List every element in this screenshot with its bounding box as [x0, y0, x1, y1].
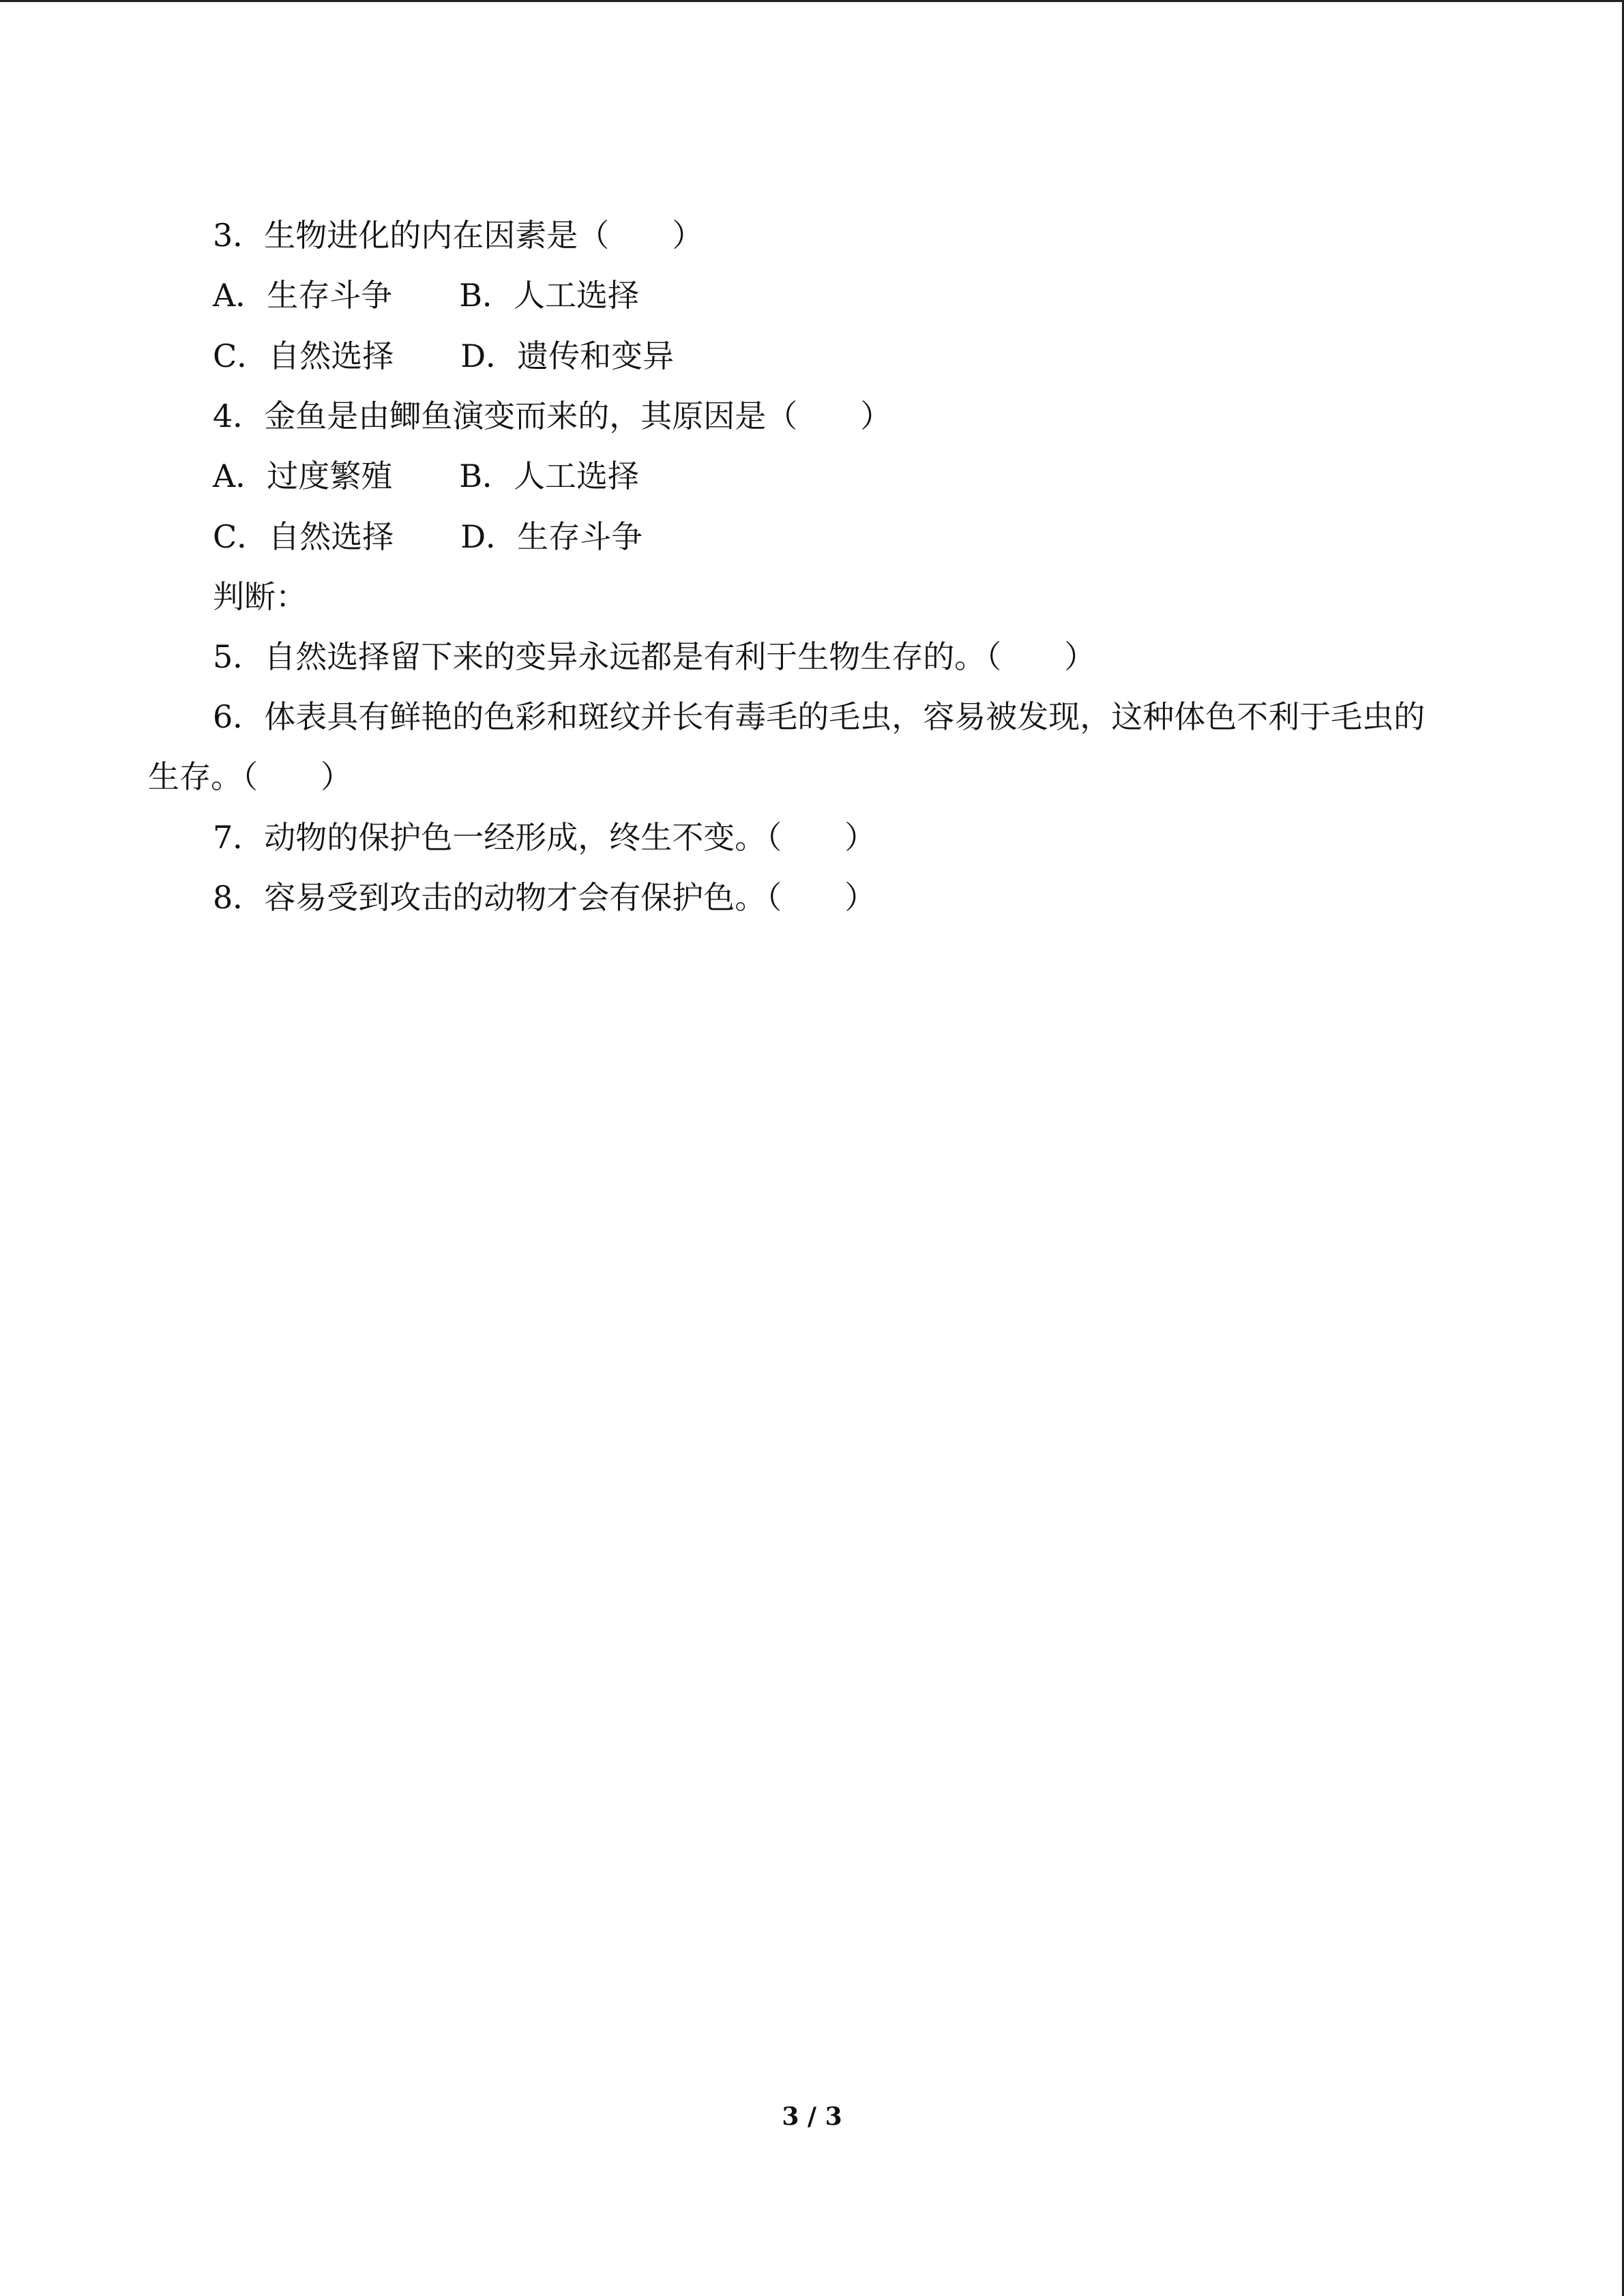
- question-4-stem: 4．金鱼是由鲫鱼演变而来的，其原因是（ ）: [213, 398, 892, 434]
- question-4-options-row1: [213, 456, 639, 496]
- page-number: 3 / 3: [782, 2102, 842, 2131]
- question-6-line2: 生存。（ ）: [148, 758, 352, 795]
- question-3-options-row2: [213, 336, 674, 376]
- question-3-stem: 3．生物进化的内在因素是（ ）: [213, 217, 704, 254]
- judge-section-heading: 判断：: [213, 578, 307, 615]
- question-6-line1: 6．体表具有鲜艳的色彩和斑纹并长有毒毛的毛虫，容易被发现，这种体色不利于毛虫的: [213, 698, 1426, 735]
- question-4-option-a: A．过度繁殖: [213, 458, 393, 494]
- question-3-option-a: A．生存斗争: [213, 277, 393, 314]
- question-3-option-c: C．自然选择: [213, 338, 394, 374]
- question-4-option-c: C．自然选择: [213, 518, 394, 555]
- question-4-options-row2: [213, 516, 643, 557]
- question-3-option-d: D．遗传和变异: [460, 338, 675, 374]
- question-4-option-b: B．人工选择: [459, 458, 640, 494]
- question-8: 8．容易受到攻击的动物才会有保护色。（ ）: [213, 879, 876, 916]
- question-7: 7．动物的保护色一经形成，终生不变。（ ）: [213, 819, 876, 856]
- question-4-option-d: D．生存斗争: [460, 518, 643, 555]
- top-border-line: [0, 0, 1624, 2]
- question-3-option-b: B．人工选择: [459, 277, 640, 314]
- question-5: 5．自然选择留下来的变异永远都是有利于生物生存的。（ ）: [213, 638, 1096, 675]
- question-3-options-row1: [213, 275, 639, 316]
